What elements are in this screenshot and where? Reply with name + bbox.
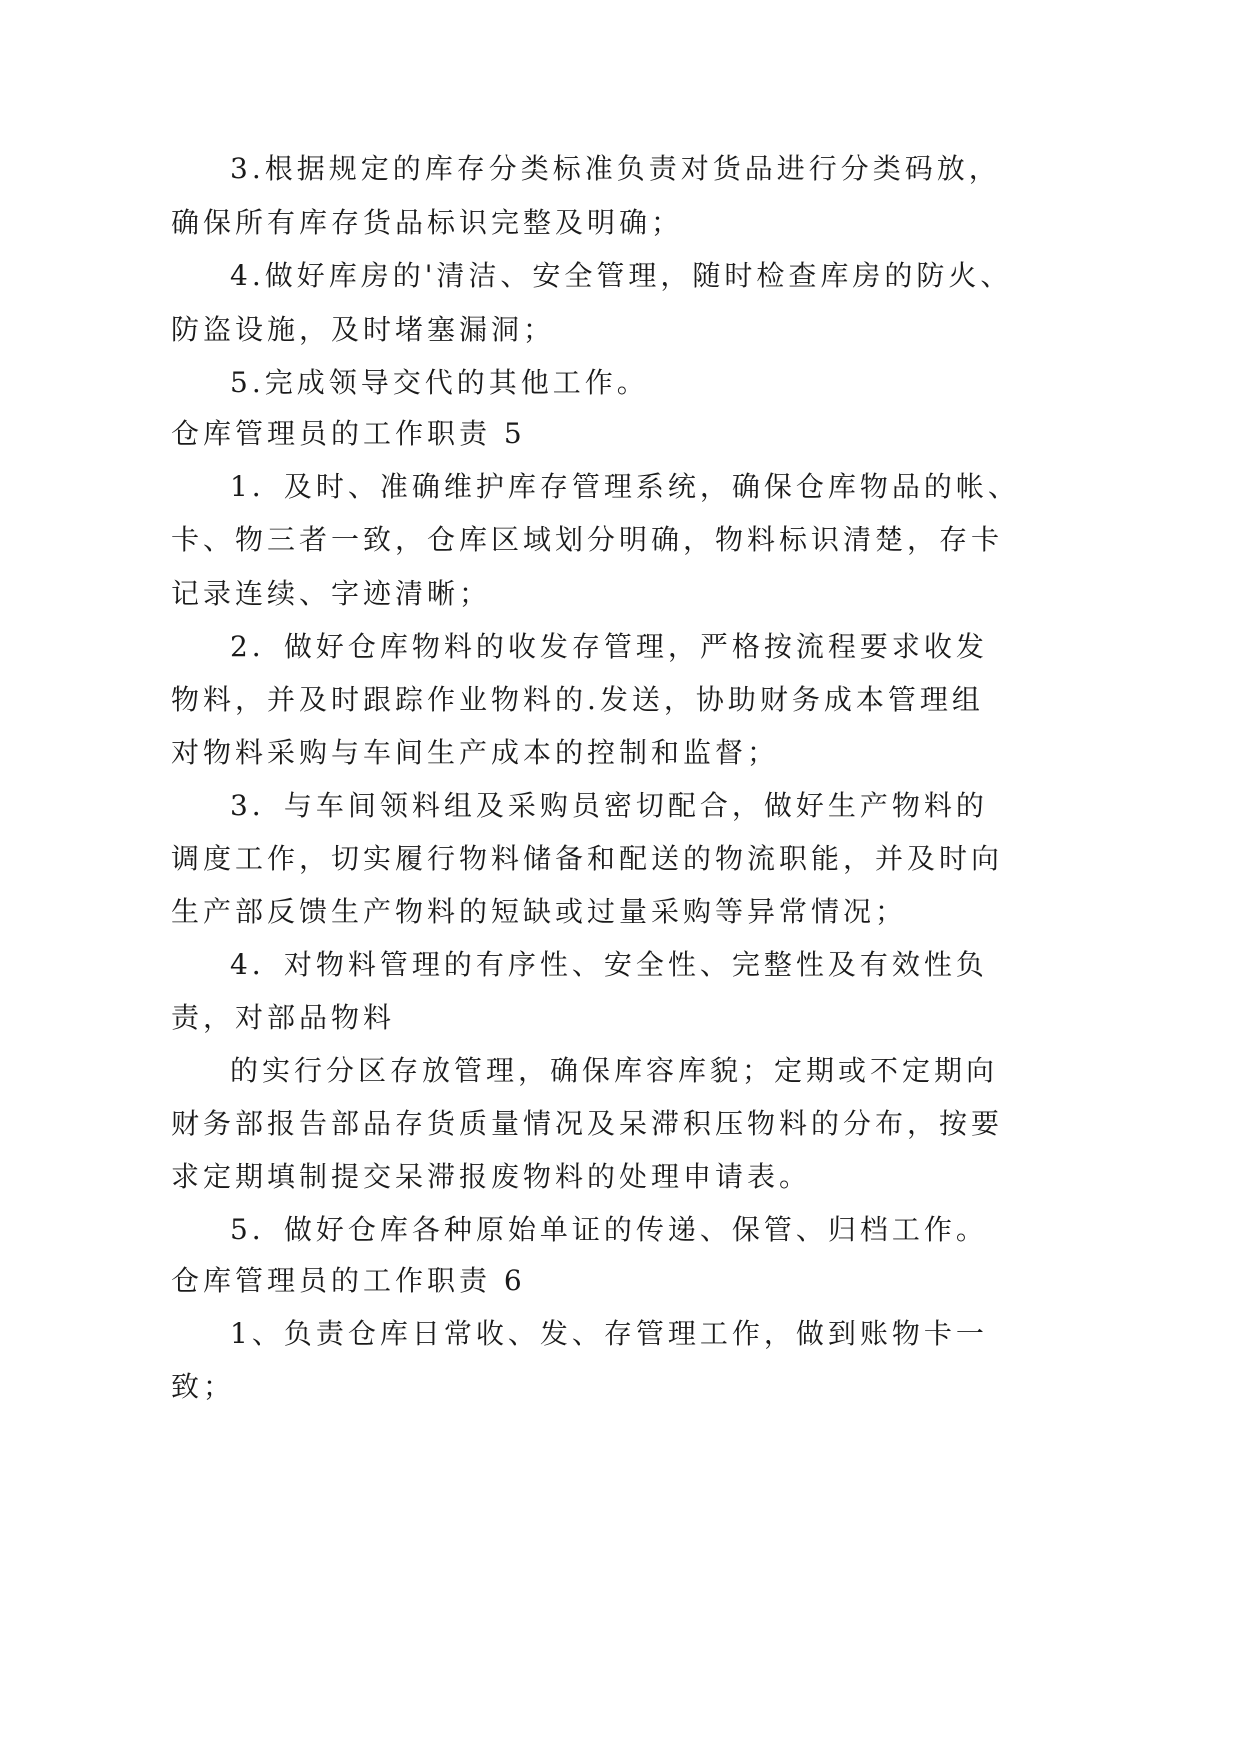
text-line: 确保所有库存货品标识完整及明确；: [171, 206, 684, 239]
text-line: 3．与车间领料组及采购员密切配合，做好生产物料的: [230, 789, 988, 822]
text-line: 防盗设施，及时堵塞漏洞；: [171, 313, 556, 346]
text-line: 5.完成领导交代的其他工作。: [230, 366, 649, 399]
text-line: 生产部反馈生产物料的短缺或过量采购等异常情况；: [171, 895, 908, 928]
text-line: 1．及时、准确维护库存管理系统，确保仓库物品的帐、: [230, 470, 1020, 503]
text-line: 卡、物三者一致，仓库区域划分明确，物料标识清楚，存卡: [171, 523, 1004, 556]
text-line: 5．做好仓库各种原始单证的传递、保管、归档工作。: [230, 1213, 988, 1246]
text-line: 求定期填制提交呆滞报废物料的处理申请表。: [171, 1160, 812, 1193]
text-line: 1、负责仓库日常收、发、存管理工作，做到账物卡一: [230, 1317, 988, 1350]
text-line: 责，对部品物料: [171, 1001, 396, 1034]
text-line: 物料，并及时跟踪作业物料的.发送，协助财务成本管理组: [171, 683, 984, 716]
section-heading: 仓库管理员的工作职责 6: [171, 1264, 526, 1297]
text-line: 财务部报告部品存货质量情况及呆滞积压物料的分布，按要: [171, 1107, 1004, 1140]
text-line: 对物料采购与车间生产成本的控制和监督；: [171, 736, 780, 769]
text-line: 记录连续、字迹清晰；: [171, 577, 492, 610]
text-line: 4．对物料管理的有序性、安全性、完整性及有效性负: [230, 948, 988, 981]
text-line: 致；: [171, 1370, 236, 1403]
text-line: 4.做好库房的'清洁、安全管理，随时检查库房的防火、: [230, 259, 1013, 292]
text-line: 2．做好仓库物料的收发存管理，严格按流程要求收发: [230, 630, 988, 663]
section-heading: 仓库管理员的工作职责 5: [171, 417, 526, 450]
text-line: 调度工作，切实履行物料储备和配送的物流职能，并及时向: [171, 842, 1004, 875]
text-line: 的实行分区存放管理，确保库容库貌；定期或不定期向: [230, 1054, 999, 1087]
text-line: 3.根据规定的库存分类标准负责对货品进行分类码放，: [230, 152, 1001, 185]
